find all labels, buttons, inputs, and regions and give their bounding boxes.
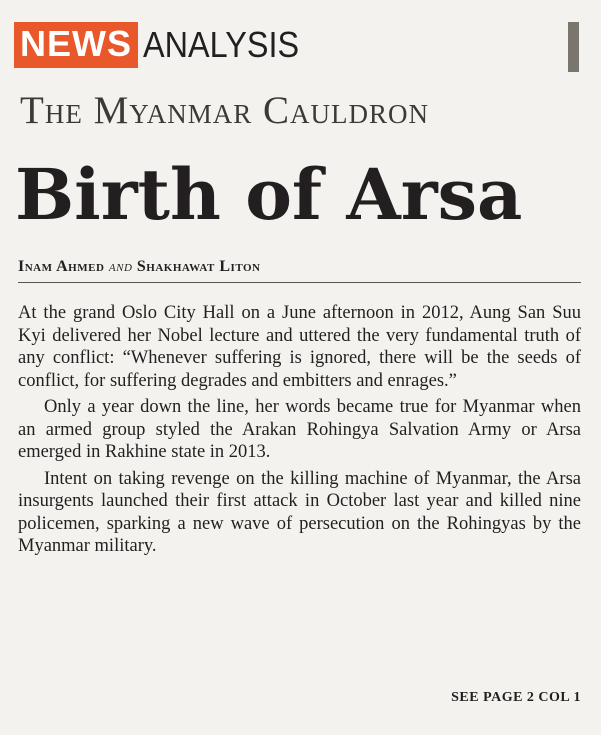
continuation-link[interactable]: SEE PAGE 2 COL 1 — [451, 690, 581, 705]
paragraph: Only a year down the line, her words became true for Myanmar when an armed group styled the Arakan Rohingya Salvation Army or Arsa emerged in Rakhine state in 2013. — [18, 397, 581, 462]
author-2: Shakhawat Liton — [136, 258, 261, 275]
byline-rule — [18, 282, 581, 283]
section-header — [14, 22, 316, 68]
paragraph: Intent on taking revenge on the killing machine of Myanmar, the Arsa insurgents launched their first attack in October last year and killed nine policemen, sparking a new wave of persecution on the Rohingyas by the Myanmar military. — [18, 468, 581, 556]
news-label: NEWS — [14, 22, 138, 68]
paragraph: At the grand Oslo City Hall on a June afternoon in 2012, Aung San Suu Kyi delivered her Nobel lecture and uttered the very fundamental truth of any conflict: “Whenever suffering is ignored, there will be the seeds of conflict, for suffering degrades and embitters and enrages.” — [18, 303, 581, 391]
sidebar-bar — [568, 22, 579, 72]
kicker: The Myanmar Cauldron — [20, 89, 430, 132]
byline — [18, 258, 260, 276]
analysis-label: ANALYSIS — [143, 24, 300, 65]
author-1: Inam Ahmed — [18, 258, 105, 275]
headline: Birth of Arsa — [15, 153, 523, 236]
byline-conjunction: and — [108, 258, 133, 275]
article-body — [18, 302, 581, 558]
